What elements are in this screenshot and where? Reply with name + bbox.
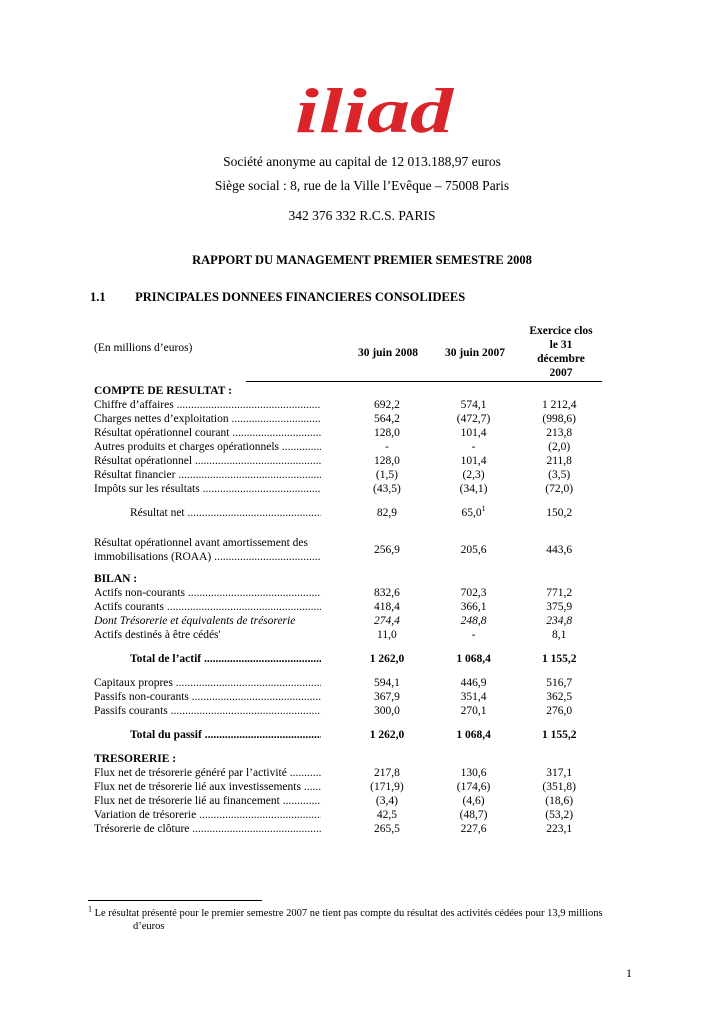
table-row: Passifs courants ..... 300,0 270,1 276,0 xyxy=(94,704,604,718)
table-row: Flux net de trésorerie généré par l’activité ..... 217,8 130,6 317,1 xyxy=(94,766,604,780)
iliad-logo xyxy=(295,82,455,144)
table-row: Flux net de trésorerie lié aux investissements ..... (171,9) (174,6) (351,8) xyxy=(94,780,604,794)
table-row: Passifs non-courants ..... 367,9 351,4 362,5 xyxy=(94,690,604,704)
total-liabilities-row: Total du passif ..... 1 262,0 1 068,4 1 155,2 xyxy=(94,728,604,742)
footnote xyxy=(88,904,648,933)
section-number: 1.1 xyxy=(90,290,106,304)
company-address: Siège social : 8, rue de la Ville l’Evêque – 75008 Paris xyxy=(214,178,510,193)
table-row: Actifs courants ..... 418,4 366,1 375,9 xyxy=(94,600,604,614)
column-header-2008: 30 juin 2008 xyxy=(357,347,419,359)
table-row: Chiffre d’affaires ..... 692,2 574,1 1 212,4 xyxy=(94,398,604,412)
table-row: Autres produits et charges opérationnels ..... - - (2,0) xyxy=(94,440,604,454)
report-title: RAPPORT DU MANAGEMENT PREMIER SEMESTRE 2008 xyxy=(192,253,532,267)
column-header-2007: 30 juin 2007 xyxy=(444,347,506,359)
table-header xyxy=(94,322,604,384)
roaa-row: Résultat opérationnel avant amortissement des immobilisations (ROAA) ..... 256,9 205,6 443,6 xyxy=(94,536,604,564)
group-heading: BILAN : xyxy=(94,573,138,585)
table-row: Résultat financier ..... (1,5) (2,3) (3,5) xyxy=(94,468,604,482)
group-heading: COMPTE DE RESULTAT : xyxy=(94,385,232,397)
footnote-text: Le résultat présenté pour le premier semestre 2007 ne tient pas compte du résultat des activités cédées pour 13,9 millions xyxy=(94,908,603,919)
table-row: Actifs non-courants ..... 832,6 702,3 771,2 xyxy=(94,586,604,600)
financial-table xyxy=(94,322,604,836)
table-row: Flux net de trésorerie lié au financement ..... (3,4) (4,6) (18,6) xyxy=(94,794,604,808)
table-row: Dont Trésorerie et équivalents de trésorerie 274,4 248,8 234,8 xyxy=(94,615,573,627)
table-row: Trésorerie de clôture ..... 265,5 227,6 223,1 xyxy=(94,822,604,836)
company-rcs: 342 376 332 R.C.S. PARIS xyxy=(288,208,436,223)
page-number: 1 xyxy=(626,966,632,980)
footnote-rule xyxy=(88,900,262,901)
group-heading: TRESORERIE : xyxy=(94,753,177,765)
unit-label: (En millions d’euros) xyxy=(94,342,193,354)
net-income-row: Résultat net ..... 82,9 65,0$^1$ 150,2 xyxy=(94,506,604,520)
footnote-marker: 1 xyxy=(88,904,92,914)
table-row: Variation de trésorerie ..... 42,5 (48,7) (53,2) xyxy=(94,808,604,822)
footnote-text-cont: d’euros xyxy=(133,921,165,932)
svg-text:iliad: iliad xyxy=(295,82,455,144)
total-assets-row: Total de l’actif ..... 1 262,0 1 068,4 1 155,2 xyxy=(94,652,604,666)
company-capital: Société anonyme au capital de 12 013.188,97 euros xyxy=(223,154,501,169)
section-heading xyxy=(90,290,465,305)
table-row: Résultat opérationnel ..... 128,0 101,4 211,8 xyxy=(94,454,604,468)
table-row: Impôts sur les résultats ..... (43,5) (34,1) (72,0) xyxy=(94,482,604,496)
table-row: Capitaux propres ..... 594,1 446,9 516,7 xyxy=(94,676,604,690)
table-row: Actifs destinés à être cédés' 11,0 - 8,1 xyxy=(94,629,567,641)
column-header-fy2007: Exercice clos le 31 décembre 2007 xyxy=(529,325,593,379)
section-title: PRINCIPALES DONNEES FINANCIERES CONSOLIDEES xyxy=(135,290,466,304)
table-row: Résultat opérationnel courant ..... 128,0 101,4 213,8 xyxy=(94,426,604,440)
table-row: Charges nettes d’exploitation ..... 564,2 (472,7) (998,6) xyxy=(94,412,604,426)
footnote-ref: 1 xyxy=(481,504,486,514)
